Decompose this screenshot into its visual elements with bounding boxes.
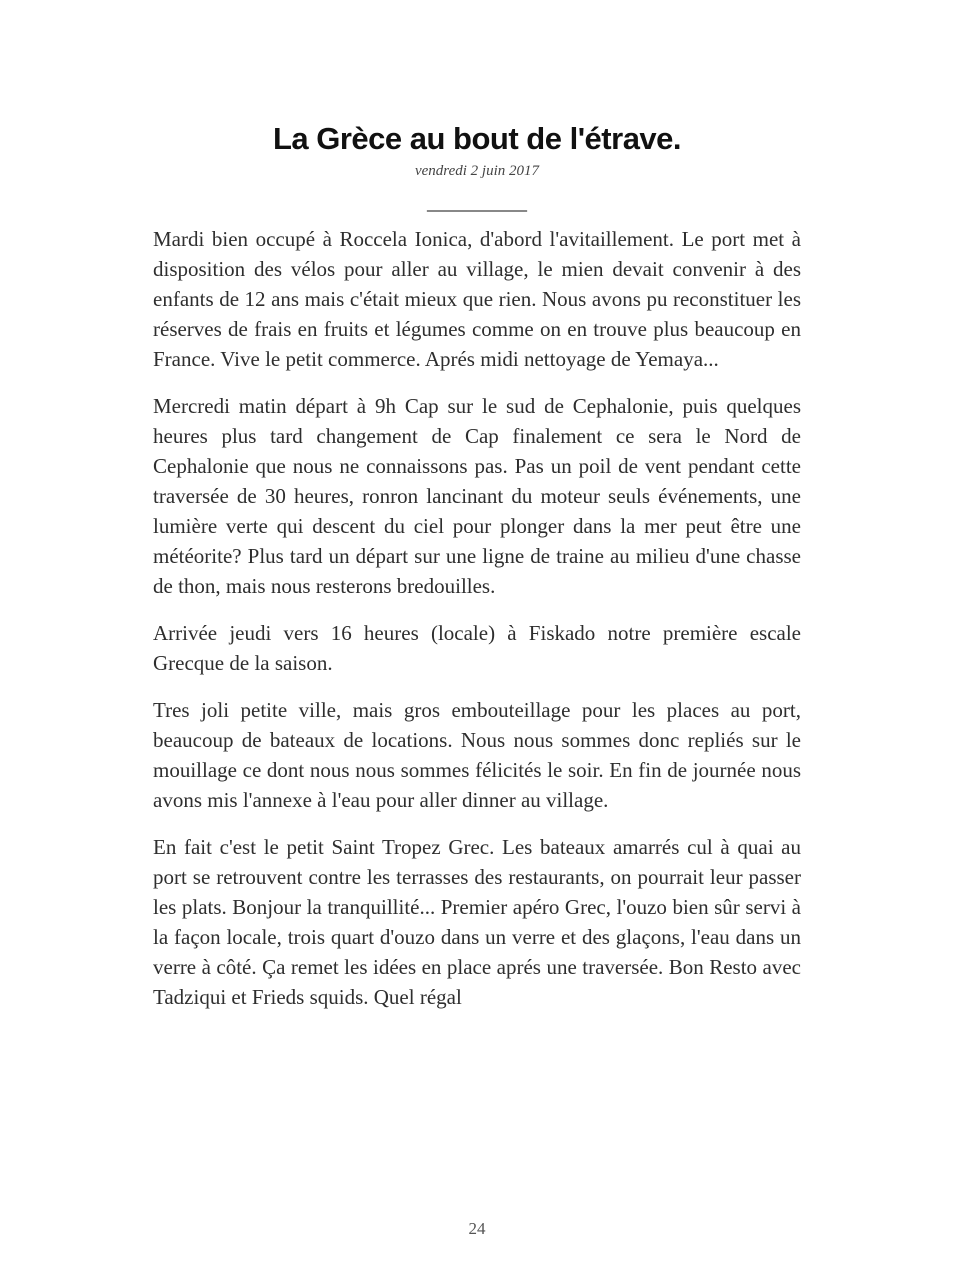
paragraph: En fait c'est le petit Saint Tropez Grec. Les bateaux amarrés cul à quai au port se retrouvent contre les terrasses des restaurants, on pourrait leur passer les plats. Bonjour la tranquillité... Premier apéro Grec, l'ouzo bien sûr servi à la façon locale, trois quart d'ouzo dans un verre et des glaçons, l'eau dans un verre à côté. Ça remet les idées en place aprés une traversée. Bon Resto avec Tadziqui et Frieds squids. Quel régal	[153, 835, 801, 1009]
page-number: 24	[468, 1219, 486, 1238]
paragraph: Tres joli petite ville, mais gros embouteillage pour les places au port, beaucoup de bateaux de locations. Nous nous sommes donc repliés sur le mouillage ce dont nous nous sommes félicités le soir. En fin de journée nous avons mis l'annexe à l'eau pour aller dinner au village.	[153, 698, 801, 812]
post-date: vendredi 2 juin 2017	[414, 163, 539, 179]
page-title: La Grèce au bout de l'étrave.	[272, 121, 682, 156]
paragraph: Mercredi matin départ à 9h Cap sur le sud de Cephalonie, puis quelques heures plus tard changement de Cap finalement ce sera le Nord de Cephalonie que nous ne connaissons pas. Pas un poil de vent pendant cette traversée de 30 heures, ronron lancinant du moteur seuls événements, une lumière verte qui descent du ciel pour plonger dans la mer peut être une météorite? Plus tard un départ sur une ligne de traine au milieu d'une chasse de thon, mais nous resterons bredouilles.	[153, 394, 801, 598]
divider: __________	[427, 192, 527, 214]
paragraph: Mardi bien occupé à Roccela Ionica, d'abord l'avitaillement. Le port met à disposition des vélos pour aller au village, le mien devait convenir à des enfants de 12 ans mais c'était mieux que rien. Nous avons pu reconstituer les réserves de frais en fruits et légumes comme on en trouve plus beaucoup en France. Vive le petit commerce. Aprés midi nettoyage de Yemaya...	[153, 227, 801, 371]
post-body	[153, 224, 801, 1012]
page-footer	[0, 1219, 954, 1239]
post-header	[0, 0, 954, 217]
paragraph: Arrivée jeudi vers 16 heures (locale) à Fiskado notre première escale Grecque de la saison.	[153, 621, 801, 675]
